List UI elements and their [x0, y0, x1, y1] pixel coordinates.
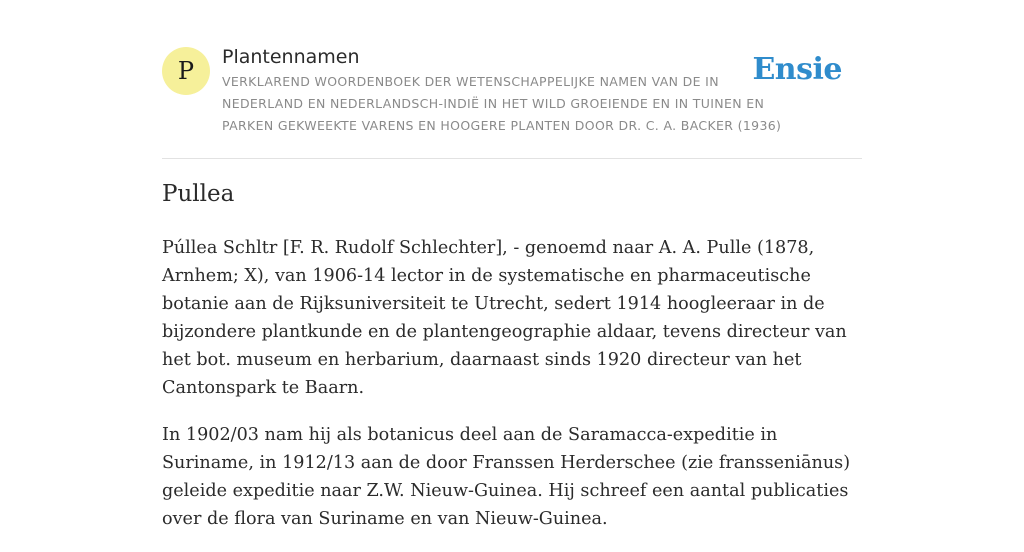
dictionary-subtitle: VERKLAREND WOORDENBOEK DER WETENSCHAPPELIJKE NAMEN VAN DE IN NEDERLAND EN NEDERLANDSCH-INDIË IN HET WILD GROEIENDE EN IN TUINEN EN PARKEN GEKWEEKTE VARENS EN HOOGERE PLANTEN DOOR DR. C. A. BACKER (1936) [222, 74, 782, 133]
dictionary-avatar[interactable] [162, 47, 210, 95]
avatar-letter: P [177, 57, 195, 85]
ensie-logo[interactable]: Ensie [752, 52, 842, 87]
entry-title: Pullea [162, 181, 235, 207]
dictionary-title[interactable]: Plantennamen [222, 46, 360, 68]
entry-body [162, 234, 864, 552]
page [162, 0, 862, 529]
dictionary-header [162, 0, 862, 159]
entry-paragraph: In 1902/03 nam hij als botanicus deel aan de Saramacca-expeditie in Suriname, in 1912/13 aan de door Franssen Herderschee (zie fransseniānus) geleide expeditie naar Z.W. Nieuw-Guinea. Hij schreef een aantal publicaties over de flora van Suriname en van Nieuw-Guinea. [162, 425, 851, 529]
entry-paragraph: Púllea Schltr [F. R. Rudolf Schlechter], - genoemd naar A. A. Pulle (1878, Arnhem; X), van 1906-14 lector in de systematische en pharmaceutische botanie aan de Rijksuniversiteit te Utrecht, sedert 1914 hoogleeraar in de bijzondere plantkunde en de plantengeographie aldaar, tevens directeur van het bot. museum en herbarium, daarnaast sinds 1920 directeur van het Cantonspark te Baarn. [162, 238, 847, 398]
